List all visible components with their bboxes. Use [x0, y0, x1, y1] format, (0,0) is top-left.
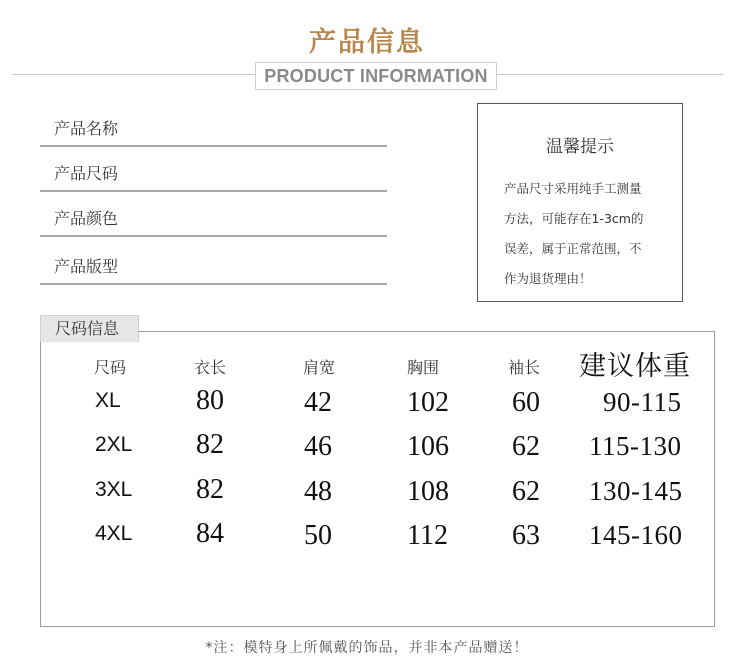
column-header-length: 衣长 — [194, 358, 227, 377]
table-cell-length: 82 — [196, 474, 224, 505]
notice-line: 作为退货理由！ — [504, 271, 592, 286]
table-cell-chest: 108 — [407, 476, 449, 507]
info-row-fit — [40, 238, 387, 285]
table-cell-weight: 145-160 — [589, 520, 683, 550]
notice-line: 方法，可能存在1-3cm的 — [504, 211, 644, 226]
table-cell-sleeve: 62 — [512, 431, 540, 462]
table-cell-size: XL — [95, 389, 121, 412]
table-cell-length: 82 — [196, 429, 224, 460]
notice-line: 产品尺寸采用纯手工测量 — [504, 181, 642, 196]
table-cell-length: 80 — [196, 385, 224, 416]
size-table-tab: 尺码信息 — [40, 315, 139, 342]
table-cell-chest: 112 — [407, 520, 448, 551]
column-header-sleeve: 袖长 — [508, 358, 541, 377]
notice-text — [504, 174, 670, 294]
table-cell-shoulder: 50 — [304, 520, 332, 551]
page-title: 产品信息 — [309, 27, 425, 58]
table-cell-sleeve: 63 — [512, 520, 540, 551]
table-cell-sleeve: 62 — [512, 476, 540, 507]
table-cell-size: 4XL — [95, 522, 133, 545]
page-subtitle: PRODUCT INFORMATION — [255, 62, 497, 90]
table-cell-sleeve: 60 — [512, 387, 540, 418]
table-cell-shoulder: 48 — [304, 476, 332, 507]
table-cell-shoulder: 42 — [304, 387, 332, 418]
footer-note: *注：模特身上所佩戴的饰品，并非本产品赠送！ — [205, 640, 529, 656]
column-header-shoulder: 肩宽 — [303, 358, 336, 377]
notice-line: 误差，属于正常范围，不 — [504, 241, 642, 256]
column-header-size: 尺码 — [94, 358, 127, 377]
divider-left — [12, 74, 255, 75]
info-label-fit: 产品版型 — [54, 257, 119, 276]
info-row-size — [40, 145, 387, 192]
table-cell-weight: 130-145 — [589, 476, 683, 506]
column-header-weight: 建议体重 — [579, 351, 691, 382]
table-cell-size: 2XL — [95, 433, 133, 456]
info-row-name — [40, 100, 387, 147]
column-header-chest: 胸围 — [407, 358, 440, 377]
table-cell-shoulder: 46 — [304, 431, 332, 462]
info-label-color: 产品颜色 — [54, 209, 119, 228]
table-cell-length: 84 — [196, 518, 224, 549]
table-cell-chest: 106 — [407, 431, 449, 462]
notice-title: 温馨提示 — [546, 137, 614, 157]
table-cell-size: 3XL — [95, 478, 133, 501]
table-cell-weight: 115-130 — [589, 431, 682, 461]
notice-box — [477, 103, 683, 302]
info-label-name: 产品名称 — [54, 119, 119, 138]
info-label-size: 产品尺码 — [54, 164, 119, 183]
info-row-color — [40, 190, 387, 237]
table-cell-chest: 102 — [407, 387, 449, 418]
table-cell-weight: 90-115 — [603, 387, 682, 417]
divider-right — [497, 74, 723, 75]
